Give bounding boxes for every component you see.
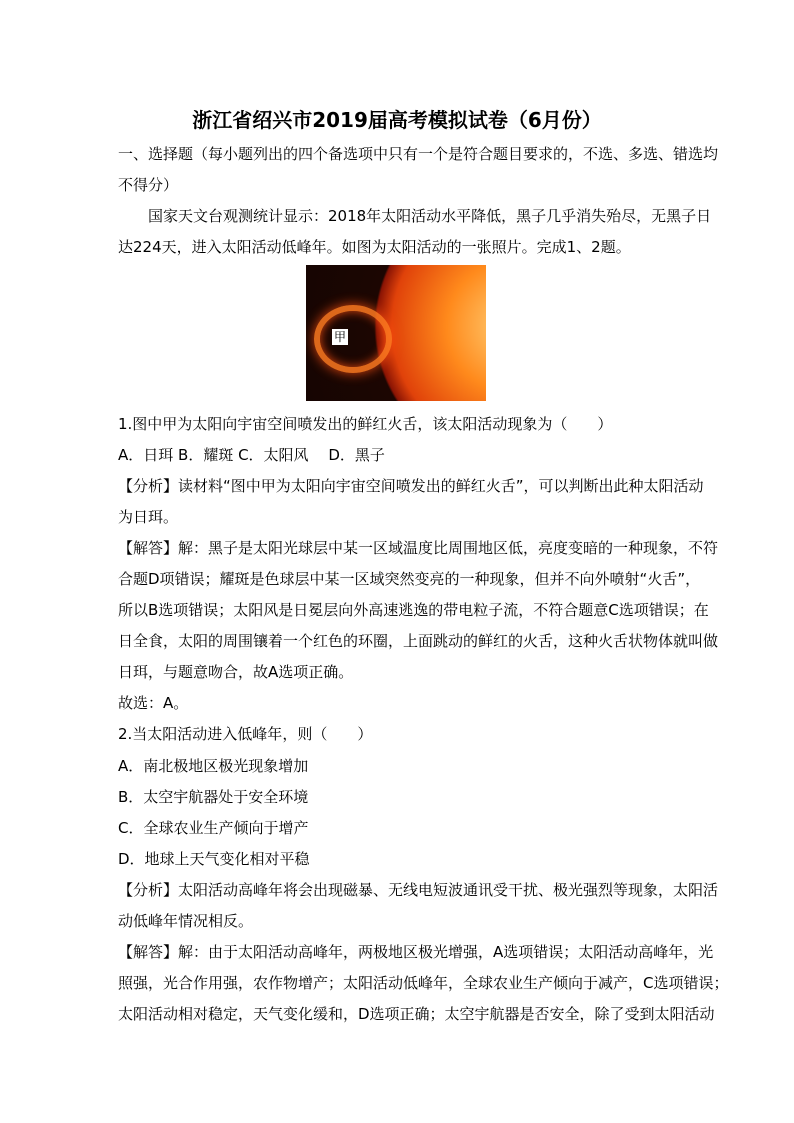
q1-stem: 1.图中甲为太阳向宇宙空间喷发出的鲜红火舌，该太阳活动现象为（ ） [118, 415, 613, 433]
q2-analysis-cont: 动低峰年情况相反。 [118, 912, 254, 930]
q2-option-c: C．全球农业生产倾向于增产 [118, 819, 309, 837]
q1-answer-line: 日全食，太阳的周围镶着一个红色的环圈，上面跳动的鲜红的火舌，这种火舌状物体就叫做 [118, 632, 719, 650]
q1-answer-line: 合题D项错误；耀斑是色球层中某一区域突然变亮的一种现象，但并不向外喷射“火舌”， [118, 570, 701, 588]
q1-answer-line: 日珥，与题意吻合，故A选项正确。 [118, 663, 354, 681]
q2-answer-line: 【解答】解：由于太阳活动高峰年，两极地区极光增强，A选项错误；太阳活动高峰年，光 [118, 943, 714, 961]
prominence-loop [314, 305, 392, 373]
page-title: 浙江省绍兴市2019届高考模拟试卷（6月份） [192, 108, 602, 132]
q2-option-a: A．南北极地区极光现象增加 [118, 757, 309, 775]
q2-option-b: B．太空宇航器处于安全环境 [118, 788, 309, 806]
intro-text: 国家天文台观测统计显示：2018年太阳活动水平降低，黑子几乎消失殆尽，无黑子日 [148, 207, 712, 225]
section-heading-cont: 不得分） [118, 176, 179, 194]
q2-answer-line: 照强，光合作用强，农作物增产；太阳活动低峰年，全球农业生产倾向于减产，C选项错误； [118, 974, 729, 992]
q1-analysis: 【分析】读材料“图中甲为太阳向宇宙空间喷发出的鲜红火舌”，可以判断出此种太阳活动 [118, 477, 704, 495]
q1-answer-line: 所以B选项错误；太阳风是日冕层向外高速逃逸的带电粒子流，不符合题意C选项错误；在 [118, 601, 709, 619]
figure-label: 甲 [333, 330, 346, 344]
q1-choice: 故选：A。 [118, 694, 189, 712]
intro-text-cont: 达224天，进入太阳活动低峰年。如图为太阳活动的一张照片。完成1、2题。 [118, 238, 631, 256]
q2-stem: 2.当太阳活动进入低峰年，则（ ） [118, 725, 373, 743]
section-heading: 一、选择题（每小题列出的四个备选项中只有一个是符合题目要求的，不选、多选、错选均 [118, 145, 719, 163]
q2-answer-line: 太阳活动相对稳定，天气变化缓和，D选项正确；太空宇航器是否安全，除了受到太阳活动 [118, 1005, 715, 1023]
q2-analysis: 【分析】太阳活动高峰年将会出现磁暴、无线电短波通讯受干扰、极光强烈等现象，太阳活 [118, 881, 719, 899]
q1-answer-line: 【解答】解：黑子是太阳光球层中某一区域温度比周围地区低，亮度变暗的一种现象，不符 [118, 539, 719, 557]
q1-options: A．日珥 B．耀斑 C．太阳风 D．黑子 [118, 446, 385, 464]
solar-prominence-photo [306, 265, 486, 401]
q1-analysis-cont: 为日珥。 [118, 508, 179, 526]
q2-option-d: D．地球上天气变化相对平稳 [118, 850, 310, 868]
